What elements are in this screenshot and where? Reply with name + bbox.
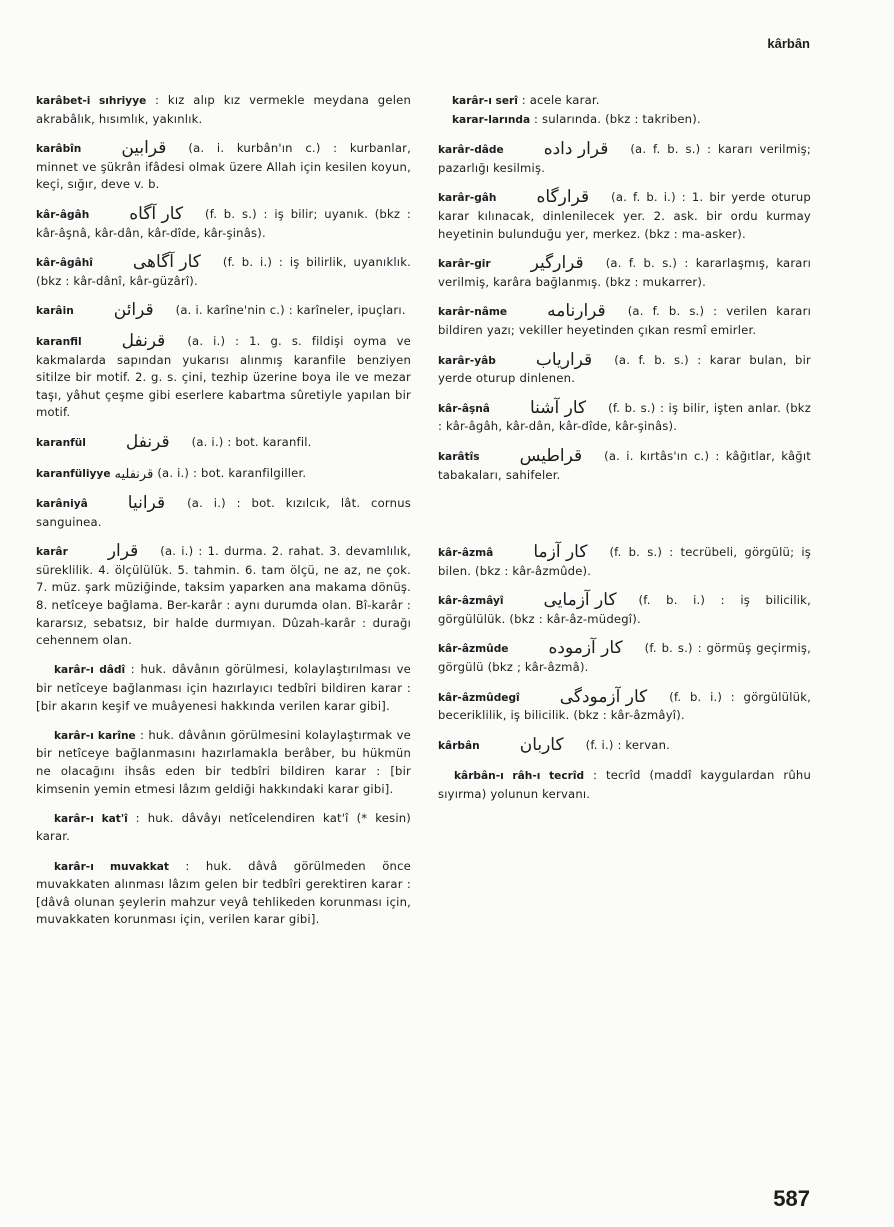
headword: kâr-âzmûde: [438, 643, 509, 656]
definition: (a. f. b. s.) : kararı verilmiş; pazarlığı kesilmiş.: [438, 142, 811, 175]
headword: karâr-ı karîne: [54, 729, 136, 742]
headword: karâr-gir: [438, 258, 491, 271]
definition: (a. i.) : 1. g. s. fildişi oyma ve kakmalarda sapından yukarısı alınmış karanfile benziyen sitilze bir motif. 2. g. s. çini, tezhip üzerine boya ile ve mezar taşı, yâhut çeşme gibi eserlere kabartma sûretiyle yapılan bir motif.: [36, 333, 411, 420]
arabic-script: كار آزمودگى: [559, 686, 648, 707]
headword: kâr-âzmâ: [438, 547, 494, 560]
headword: karâr-ı serî: [452, 95, 518, 107]
definition: (a. f. b. i.) : 1. bir yerde oturup karar kılınacak, dinlenilecek yer. 2. ask. bir ordu kurmay heyetinin bulunduğu yer, merkez. (bkz : ma-asker).: [438, 190, 811, 241]
entry: [438, 767, 811, 803]
entry: [36, 203, 411, 242]
entry: [36, 661, 411, 715]
headword: karâbet-i sıhriyye: [36, 95, 147, 107]
headword: karâbîn: [36, 143, 82, 156]
arabic-script: قرار: [107, 541, 139, 562]
headword: karâr-gâh: [438, 192, 497, 205]
definition: (a. f. b. s.) : kararlaşmış, kararı verilmiş, karâra bağlanmış. (bkz : mukarrer).: [438, 256, 811, 289]
headword: karâr-ı dâdî: [54, 664, 126, 677]
entry: [438, 189, 811, 243]
entry: [438, 544, 811, 580]
headword: karâin: [36, 305, 74, 318]
headword: karâr-ı muvakkat: [54, 860, 169, 873]
entry: [438, 734, 811, 756]
right-column: [438, 92, 811, 815]
definition: : huk. dâvâyı netîcelendiren kat'î (* kesin) karar.: [36, 810, 412, 844]
entry: [438, 141, 811, 177]
page-number: 587: [773, 1186, 810, 1211]
headword: karanfül: [36, 436, 86, 449]
entry: [36, 330, 411, 422]
headword: karanfil: [36, 335, 82, 348]
definition: : tecrîd (maddî kaygulardan rûhu sıyırma) yolunun kervanı.: [438, 768, 812, 801]
headword: kârbân: [438, 739, 480, 752]
arabic-script: كاربان: [519, 734, 564, 755]
arabic-script: كار آگاه: [129, 203, 184, 224]
definition: (a. i. kırtâs'ın c.) : kâğıtlar, kâğıt tabakaları, sahifeler.: [438, 448, 811, 482]
definition: (f. b. i.) : iş bilirlik, uyanıklık. (bkz : kâr-dânî, kâr-güzârî).: [36, 255, 411, 288]
definition: (f. b. s.) : görmüş geçirmiş, görgülü (bkz ; kâr-âzmâ).: [438, 641, 811, 675]
headword: kâr-âzmûdegî: [438, 691, 520, 704]
arabic-script: قرانيا: [127, 493, 166, 514]
entry: [36, 140, 411, 194]
arabic-script: كار آزموده: [548, 638, 623, 659]
headword: karâr-yâb: [438, 354, 496, 367]
definition: : huk. dâvânın görülmesini kolaylaştırmak ve bir netîceye bağlanmasını hazırlamakla berâber, bu hükmün ne olacağını ihsâs eden bir tedbîri bildiren karar : [bir kimsenin yemin etmesi lâzım geldiği hakkındaki karar gibi].: [36, 727, 411, 796]
definition: : kız alıp kız vermekle meydana gelen akrabâlık, hısımlık, yakınlık.: [36, 93, 412, 126]
entry: [36, 302, 411, 321]
definition: (f. b. s.) : iş bilir; uyanık. (bkz : kâr-âşnâ, kâr-dân, kâr-dîde, kâr-şinâs).: [36, 206, 411, 240]
entry: [36, 495, 411, 531]
arabic-script: قرارگاه: [536, 187, 590, 208]
entry: [36, 92, 411, 128]
entry: [438, 592, 811, 628]
headword: karâr: [36, 546, 68, 559]
headword: karanfüliyye: [36, 467, 111, 480]
entry: [36, 727, 411, 798]
arabic-script: كار آشنا: [529, 397, 587, 418]
definition: (a. i. karîne'nin c.) : karîneler, ipuçları.: [175, 303, 406, 318]
definition: (f. i.) : kervan.: [585, 737, 671, 752]
arabic-script: قرارگير: [530, 253, 584, 274]
arabic-script: قراریاب: [535, 349, 593, 370]
headword: karâr-ı kat'î: [54, 812, 128, 825]
headword: kâr-âgâhî: [36, 257, 93, 270]
headword: kâr-âzmâyî: [438, 595, 504, 608]
definition: (a. i.) : bot. karanfilgiller.: [157, 465, 307, 480]
definition: : sularında. (bkz : takriben).: [530, 111, 701, 126]
definition: (f. b. i.) : iş bilicilik, görgülülük. (bkz : kâr-âz-müdegî).: [438, 593, 811, 626]
arabic-script: قرار داده: [543, 139, 609, 160]
entry: [438, 640, 811, 676]
entry: [36, 465, 411, 484]
arabic-script: قراطيس: [519, 445, 583, 466]
entry: [438, 111, 811, 130]
definition: (a. i.) : bot. kızılcık, lât. cornus sanguinea.: [36, 496, 411, 529]
entry: [36, 254, 411, 290]
left-column: [36, 92, 411, 941]
arabic-script: قرابين: [121, 138, 167, 159]
arabic-script: قرنفل: [121, 330, 166, 351]
entry: [36, 543, 411, 650]
headword: kâr-âşnâ: [438, 402, 490, 415]
definition: (a. i.) : 1. durma. 2. rahat. 3. devamlılık, süreklilik. 4. ölçülülük. 5. tahmin. 6. tam ölçü, ne az, ne çok. 7. müz. şark müziğinde, taksim yaparken ana makama dönüş. 8. netîceye bağlama. Ber-karâr : aynı durumda olan. Bî-karâr : kararsız, sebatsız, bir halde durmıyan. Dûzah-karâr : durağı cehennem olan.: [36, 544, 411, 648]
arabic-script: كار آزمايى: [543, 590, 617, 611]
entry: [438, 349, 811, 388]
entry: [438, 445, 811, 484]
entry: [36, 431, 411, 453]
arabic-script: قرنفليه: [114, 466, 154, 482]
headword: karâniyâ: [36, 498, 88, 511]
headword: kâr-âgâh: [36, 208, 90, 221]
arabic-script: قرنفل: [125, 431, 170, 452]
headword: karar-larında: [452, 113, 531, 126]
definition: (a. f. b. s.) : karar bulan, bir yerde oturup dinlenen.: [438, 352, 811, 386]
running-head: kârbân: [767, 36, 810, 51]
entry: [438, 397, 811, 436]
entry: [438, 255, 811, 291]
arabic-script: كار آزما: [533, 542, 588, 563]
headword: karâr-dâde: [438, 144, 504, 157]
entry: [438, 92, 811, 111]
arabic-script: قرائن: [113, 300, 154, 321]
entry: [438, 303, 811, 339]
definition: (a. i. kurbân'ın c.) : kurbanlar, minnet ve şükrân ifâdesi olmak üzere Allah için kesilen koyun, keçi, sığır, deve v. b.: [36, 141, 411, 192]
entry: [36, 810, 411, 846]
headword: karâr-nâme: [438, 306, 508, 319]
definition: (f. b. s.) : tecrübeli, görgülü; iş bilen. (bkz : kâr-âzmûde).: [438, 545, 811, 578]
entry: [36, 858, 411, 929]
arabic-script: كار آگاهى: [132, 252, 201, 273]
arabic-script: قرارنامه: [547, 301, 606, 322]
definition: (a. i.) : bot. karanfil.: [191, 434, 312, 449]
definition: (f. b. s.) : iş bilir, işten anlar. (bkz : kâr-âgâh, kâr-dân, kâr-dîde, kâr-şinâs).: [438, 400, 811, 434]
definition: : acele karar.: [517, 93, 600, 107]
definition: : huk. dâvâ görülmeden önce muvakkaten alınması lâzım gelen bir tedbîri gerektiren karar : [dâvâ olunan şeylerin mahzur veyâ tehlikeden korunması için, muvakkaten korunması için, verilen karar gibi].: [36, 858, 411, 927]
headword: karâtîs: [438, 450, 480, 463]
definition: (f. b. i.) : görgülülük, beceriklilik, iş bilicilik. (bkz : kâr-âzmâyî).: [438, 689, 811, 723]
entry: [438, 686, 811, 725]
headword: kârbân-ı râh-ı tecrîd: [454, 770, 585, 783]
definition: : huk. dâvânın görülmesi, kolaylaştırılması ve bir netîceye bağlanması için hazırlayıcı tedbîri bildiren karar : [bir akarın keşif ve muâyenesi hakkında verilen karar gibi].: [36, 662, 411, 713]
definition: (a. f. b. s.) : verilen kararı bildiren yazı; vekiller heyetinden çıkan resmî emirler.: [438, 304, 811, 337]
